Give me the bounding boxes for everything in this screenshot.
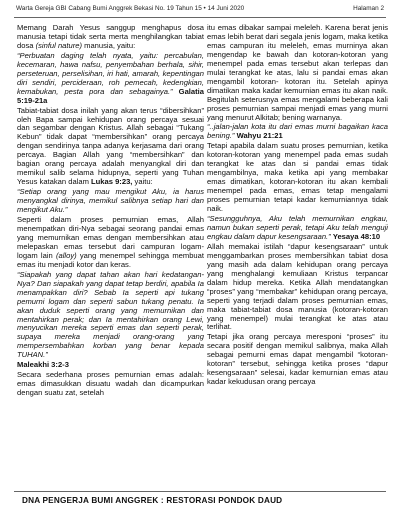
- scripture-reference: Lukas 9:23,: [91, 177, 133, 187]
- scripture-quote: “Siapakah yang dapat tahan akan hari kedatangan-Nya? Dan siapakah yang dapat tetap berdiri, apabila Ia menampakkan diri? Sebab Ia seperti api tukang pemurni logam dan seperti sabun tukang penatu. Ia akan duduk seperti orang yang memurnikan dan mentahirkan perak; dan Ia mentahirkan orang Lewi, menyucikan mereka seperti emas dan seperti perak, supaya mereka menjadi orang-orang yang mempersembahkan korban yang benar kepada TUHAN.”: [17, 269, 204, 360]
- scripture-quote: “Sesungguhnya, Aku telah memurnikan engkau, namun bukan seperti perak, tetapi Aku telah menguji engkau dalam dapur kesengsaraan.” Yesaya 48:10: [207, 214, 388, 241]
- page-number: Halaman 2: [353, 5, 384, 12]
- scripture-quote: “..jalan-jalan kota itu dari emas murni bagaikan kaca bening.” Wahyu 21:21: [207, 122, 388, 141]
- paragraph: itu emas dibakar sampai meleleh. Karena berat jenis emas lebih berat dari segala jenis logam, maka ketika emas campuran itu meleleh, emas murninya akan mengendap ke bawah dan kotoran-kotoran yang menempel pada emas tersebut akan terlepas dan mulai terangkat ke atas, lalu si pandai emas akan mengambil kotoran- kotoran itu. Setelah apinya dimatikan maka kadar kemurnian emas itu akan naik. Begitulah seterusnya emas mengalami beberapa kali proses pemurnian sampai menjadi emas yang murni yang menurut Alkitab; bening warnanya.: [207, 24, 388, 122]
- paragraph: Tetapi apabila dalam suatu proses pemurnian, ketika kotoran-kotoran yang menempel pada emas sudah terangkat ke atas dan si pandai emas tidak mengambilnya, maka ketika api yang membakar emas dimatikan, kotoran-kotoran itu akan kembali menempel pada emas, emas tetap mengalami proses pemurnian tetapi kadar kemurniannya tidak naik.: [207, 141, 388, 214]
- paragraph: Seperti dalam proses pemurnian emas, Allah menempatkan diri-Nya sebagai seorang pandai emas yang memurnikan emas dengan membersihkan atau melepaskan emas tersebut dari campuran logam-logam lain (alloy) yang menempel sehingga membuat emas itu menjadi kotor dan keras.: [17, 215, 204, 269]
- right-column: [207, 24, 388, 486]
- scripture-quote: “Setiap orang yang mau mengikut Aku, ia harus menyangkal dirinya, memikul salibnya setiap hari dan mengikut Aku.”: [17, 187, 204, 215]
- paragraph: Tabiat-tabiat dosa inilah yang akan terus “dibersihkan” oleh Bapa sampai kehidupan orang percaya sesuai dan segambar dengan Kristus. Allah sebagai “Tukang Kebun” tidak dapat “membersihkan” orang percaya dengan sendirinya tanpa adanya kerjasama dari orang percaya. Bagian Allah yang “membersihkan” dan bagian orang percaya adalah menyangkal diri dan memikul salib selama hidupnya, seperti yang Tuhan Yesus katakan dalam Lukas 9:23, yaitu:: [17, 105, 204, 187]
- left-column: [17, 24, 204, 486]
- newsletter-masthead: Warta Gereja GBI Cabang Bumi Anggrek Bekasi No. 19 Tahun 15 • 14 Juni 2020: [16, 5, 245, 12]
- scripture-reference: Wahyu 21:21: [236, 131, 283, 141]
- header-divider: [14, 17, 386, 18]
- scripture-quote: “Perbuatan daging telah nyata, yaitu: percabulan, kecemaran, hawa nafsu, penyembahan berhala, sihir, perseteruan, perselisihan, iri hati, amarah, kepentingan diri sendiri, percideraan, roh pemecah, kedengkian, kemabukan, pesta pora dan sebagainya.” Galatia 5:19-21a: [17, 50, 204, 105]
- paragraph: Secara sederhana proses pemurnian emas adalah: emas dimasukkan disuatu wadah dan dicampurkan dengan suatu zat, setelah: [17, 370, 204, 398]
- paragraph: Memang Darah Yesus sanggup menghapus dosa manusia tetapi tidak serta merta menghilangkan tabiat dosa (sinful nature) manusia, yaitu:: [17, 24, 204, 50]
- footer-divider: [14, 491, 386, 492]
- scripture-reference: Galatia 5:19-21a: [17, 86, 204, 105]
- paragraph: Tetapi jika orang percaya meresponi “proses” itu secara positif dengan memikul salibnya, maka Allah sebagai pemurni emas dapat mengambil “kotoran-kotoran” tersebut, sehingga ketika proses “dapur kesengsaraan” selesai, kadar kemurnian emas atau kadar kekudusan orang percaya: [207, 332, 388, 387]
- page-footer: DNA PENGERJA BUMI ANGGREK : RESTORASI PONDOK DAUD: [22, 496, 283, 505]
- scripture-reference: Yesaya 48:10: [332, 231, 381, 241]
- paragraph: Allah memakai istilah “dapur kesengsaraan” untuk menggambarkan proses membersihkan tabiat dosa yang masih ada dalam kehidupan orang percaya yang menghalangi kemuliaan Kristus terpancar dalam hidup mereka. Ketika Allah mendatangkan “proses” yang “membakar” kehidupan orang percaya, seperti yang terjadi dalam proses pemurnian emas, maka tabiat-tabiat dosa manusia (kotoran-kotoran yang menempel) mulai terangkat ke atas atau terlihat.: [207, 241, 388, 332]
- page-header: [8, 2, 392, 16]
- scripture-reference: Maleakhi 3:2-3: [17, 360, 69, 370]
